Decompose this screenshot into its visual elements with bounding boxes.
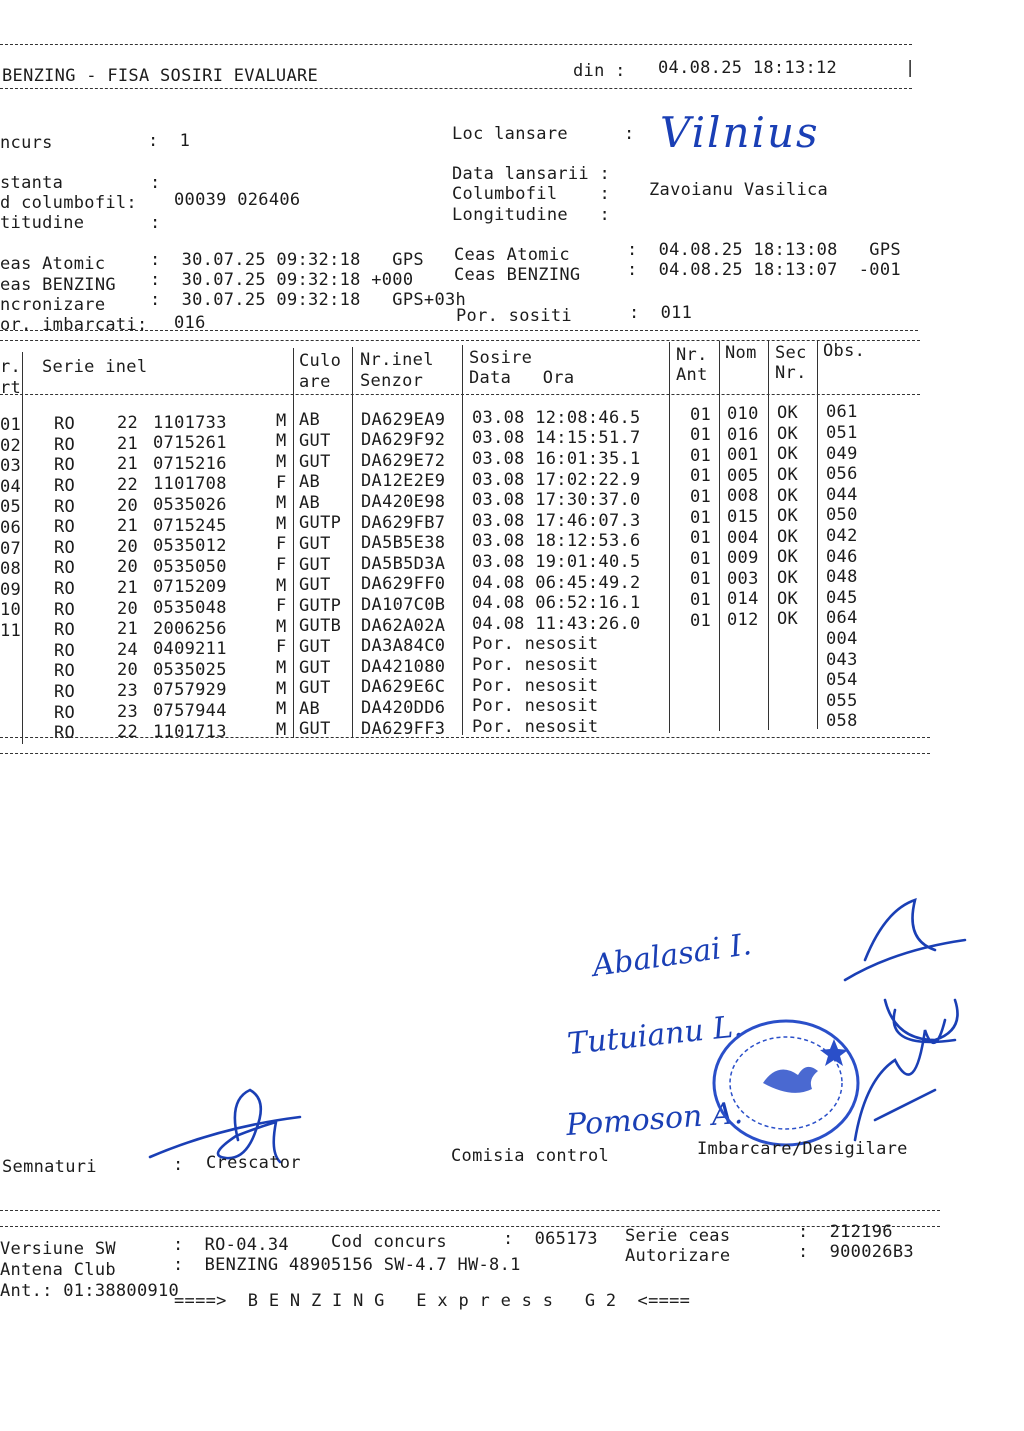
cell-arrival: Por. nesosit — [472, 696, 599, 717]
autorizare-label: Autorizare — [625, 1246, 731, 1266]
footer-top-rule — [0, 1210, 940, 1211]
signature-name-1: Abalasai I. — [590, 927, 754, 984]
imbarcati-value: 016 — [174, 313, 206, 333]
cell-sex: M — [276, 678, 287, 699]
columbofil-value: Zavoianu Vasilica — [649, 180, 829, 200]
cell-year: 20 — [117, 536, 139, 557]
cell-ant: 01 — [690, 569, 712, 590]
cell-ring-number: 0715216 — [153, 453, 227, 474]
header-sec-bottom: Nr. — [775, 363, 807, 383]
table-header-rule — [0, 394, 920, 395]
cell-sex: M — [276, 493, 287, 514]
cell-sec: OK — [777, 464, 799, 485]
cell-color: AB — [299, 492, 321, 513]
cell-year: 21 — [117, 516, 139, 537]
cod-concurs-value: : 065173 — [503, 1229, 598, 1249]
cell-country: RO — [54, 578, 76, 599]
cell-country: RO — [54, 414, 76, 435]
cell-arrival: 03.08 18:12:53.6 — [472, 531, 641, 552]
cell-color: AB — [299, 472, 321, 493]
cell-year: 22 — [117, 722, 139, 743]
header-sec-top: Sec — [775, 343, 807, 363]
cell-sensor: DA420DD6 — [361, 697, 446, 718]
cell-sex: M — [276, 719, 287, 740]
cell-arrival: 03.08 17:46:07.3 — [472, 510, 641, 531]
cell-ring-number: 0715209 — [153, 577, 227, 598]
cell-ant: 01 — [690, 445, 712, 466]
cell-sensor: DA420E98 — [361, 491, 446, 512]
cell-year: 20 — [117, 660, 139, 681]
cell-color: GUTB — [299, 616, 342, 637]
latitudine-colon: : — [150, 213, 161, 233]
cell-country: RO — [54, 558, 76, 579]
din-value: 04.08.25 18:13:12 — [658, 58, 838, 78]
cell-country: RO — [54, 640, 76, 661]
cell-ring-number: 0535012 — [153, 536, 227, 557]
cell-sex: M — [276, 452, 287, 472]
cell-ring-number: 0409211 — [153, 639, 227, 660]
cell-arrival: Por. nesosit — [472, 675, 599, 696]
cell-sec: OK — [777, 403, 799, 424]
cell-nr: 09 — [0, 579, 22, 600]
cell-nr: 02 — [0, 435, 22, 456]
cell-nom: 008 — [727, 486, 759, 507]
cell-obs: 055 — [826, 690, 858, 711]
cell-nr: 10 — [0, 600, 22, 621]
signature-scribble-right — [825, 890, 975, 1150]
cell-nr: 11 — [0, 621, 22, 641]
cell-obs: 064 — [826, 608, 858, 629]
signature-name-2: Tutuianu L. — [565, 1008, 745, 1063]
cell-sec: OK — [777, 506, 799, 527]
cell-year: 24 — [117, 639, 139, 660]
cell-arrival: Por. nesosit — [472, 634, 599, 655]
table-bottom-rule-2 — [0, 753, 930, 754]
col-sep-ant — [719, 341, 720, 731]
cell-year: 21 — [117, 454, 139, 475]
loc-lansare-colon: : — [624, 124, 635, 144]
columbofil-id-value: 00039 026406 — [174, 190, 301, 210]
cell-year: 20 — [117, 598, 139, 619]
cell-sec: OK — [777, 526, 799, 547]
cod-concurs-label: Cod concurs — [331, 1232, 447, 1252]
start-atomic-label: eas Atomic — [0, 254, 106, 274]
start-benzing-label: eas BENZING — [0, 275, 116, 295]
cell-ant: 01 — [690, 466, 712, 487]
cell-country: RO — [54, 455, 76, 476]
cell-ring-number: 0535026 — [153, 495, 227, 516]
cell-ring-number: 1101713 — [153, 721, 227, 742]
loc-lansare-label: Loc lansare — [452, 124, 568, 144]
sositi-label: Por. sositi — [456, 306, 572, 326]
imbarcati-label: or. imbarcati: — [0, 315, 148, 335]
cell-country: RO — [54, 702, 76, 723]
sositi-value: : 011 — [629, 303, 693, 323]
header-senzor-top: Nr.inel — [360, 350, 434, 370]
cell-nom: 009 — [727, 548, 759, 569]
col-sep-nr — [22, 352, 23, 744]
header-obs: Obs. — [823, 341, 866, 361]
end-benzing-label: Ceas BENZING — [454, 265, 581, 285]
cell-sensor: DA629F92 — [361, 430, 446, 451]
cell-country: RO — [54, 723, 76, 744]
signature-name-3: Pomoson A. — [564, 1095, 745, 1144]
sincronizare-label: ncronizare — [0, 295, 106, 315]
din-label: din : — [573, 61, 626, 81]
imbarcare-desigilare-label: Imbarcare/Desigilare — [697, 1139, 908, 1159]
cell-nom: 012 — [727, 609, 759, 630]
cell-country: RO — [54, 661, 76, 682]
cell-ring-number: 0535025 — [153, 659, 227, 680]
cell-year: 23 — [117, 681, 139, 702]
cell-color: GUTP — [299, 513, 342, 534]
cell-arrival: 03.08 12:08:46.5 — [472, 407, 641, 428]
cell-ring-number: 1101733 — [153, 412, 227, 433]
cell-obs: 046 — [826, 546, 858, 567]
cell-color: AB — [299, 410, 321, 431]
cell-obs: 004 — [826, 629, 858, 650]
cell-sec: OK — [777, 588, 799, 609]
cell-obs: 051 — [826, 423, 858, 444]
cell-ring-number: 1101708 — [153, 474, 227, 495]
cell-obs: 058 — [826, 711, 858, 732]
cell-country: RO — [54, 620, 76, 641]
cell-year: 21 — [117, 433, 139, 454]
col-sep-sec — [817, 340, 818, 729]
cell-year: 23 — [117, 701, 139, 722]
header-top-rule — [0, 44, 912, 45]
cell-ant: 01 — [690, 589, 712, 610]
col-sep-sosire — [669, 342, 670, 733]
comisia-control-label: Comisia control — [451, 1146, 610, 1166]
cell-sec: OK — [777, 423, 799, 444]
cell-ant: 01 — [690, 610, 712, 631]
cell-obs: 061 — [826, 402, 858, 423]
cell-sex: M — [276, 410, 287, 431]
latitudine-label: titudine — [0, 213, 85, 233]
cell-year: 22 — [117, 413, 139, 434]
cell-sex: F — [276, 534, 287, 555]
semnaturi-colon: : — [173, 1155, 184, 1175]
cell-sec: OK — [777, 609, 799, 630]
cell-sensor: DA629E6C — [361, 677, 446, 698]
cell-nr: 08 — [0, 559, 22, 580]
concurs-value: : 1 — [148, 131, 191, 151]
header-serie-inel: Serie inel — [42, 357, 148, 377]
header-nr-bottom: rt — [0, 378, 22, 398]
header-bottom-rule — [0, 88, 912, 89]
cell-color: GUT — [299, 678, 331, 699]
cell-obs: 044 — [826, 484, 858, 505]
header-ant-top: Nr. — [676, 345, 708, 365]
cell-arrival: 04.08 11:43:26.0 — [472, 613, 641, 634]
cell-ant: 01 — [690, 528, 712, 549]
cell-ant: 01 — [690, 507, 712, 528]
cell-country: RO — [54, 434, 76, 455]
cell-sex: M — [276, 616, 287, 637]
cell-arrival: 04.08 06:45:49.2 — [472, 572, 641, 593]
cell-obs: 043 — [826, 649, 858, 670]
cell-sensor: DA629FF0 — [361, 574, 446, 595]
cell-sensor: DA629FF3 — [361, 718, 446, 739]
cell-color: GUT — [299, 431, 331, 452]
start-benzing-value: : 30.07.25 09:32:18 +000 — [150, 270, 414, 290]
cell-year: 22 — [117, 475, 139, 496]
table-top-rule — [0, 340, 920, 341]
cell-nom: 005 — [727, 465, 759, 486]
document-title: BENZING - FISA SOSIRI EVALUARE — [2, 66, 319, 86]
versiune-value: : RO-04.34 — [173, 1235, 289, 1255]
cell-arrival: 04.08 06:52:16.1 — [472, 593, 641, 614]
cell-ring-number: 0535048 — [153, 598, 227, 619]
cell-arrival: 03.08 17:30:37.0 — [472, 490, 641, 511]
start-atomic-value: : 30.07.25 09:32:18 GPS — [150, 250, 424, 270]
cell-obs: 054 — [826, 670, 858, 691]
cell-ring-number: 0757929 — [153, 680, 227, 701]
cell-sex: M — [276, 431, 287, 452]
col-sep-sex — [293, 348, 294, 738]
end-atomic-value: : 04.08.25 18:13:08 GPS — [627, 240, 901, 260]
distanta-colon: : — [150, 173, 161, 193]
cell-sex: M — [276, 658, 287, 678]
express-line: ====> B E N Z I N G E x p r e s s G 2 <==== — [174, 1291, 691, 1311]
cell-obs: 056 — [826, 464, 858, 485]
cell-sec: OK — [777, 444, 799, 465]
cell-sensor: DA629EA9 — [361, 409, 446, 430]
cell-arrival: 03.08 19:01:40.5 — [472, 552, 641, 573]
cell-ant: 01 — [690, 486, 712, 507]
cell-sex: F — [276, 596, 287, 617]
cell-sex: M — [276, 575, 287, 596]
serie-ceas-value: : 212196 — [798, 1222, 893, 1242]
cell-sec: OK — [777, 567, 799, 588]
header-sosire-top: Sosire — [469, 348, 533, 368]
cell-color: GUT — [299, 657, 331, 678]
cell-arrival: Por. nesosit — [472, 716, 599, 737]
cell-nr: 05 — [0, 497, 22, 518]
cell-obs: 045 — [826, 587, 858, 608]
cell-ant: 01 — [690, 425, 712, 446]
cell-year: 21 — [117, 578, 139, 599]
cell-country: RO — [54, 475, 76, 496]
cell-sensor: DA629FB7 — [361, 512, 446, 533]
cell-color: GUT — [299, 637, 331, 658]
cell-color: GUT — [299, 719, 331, 740]
cell-country: RO — [54, 537, 76, 558]
cell-sec: OK — [777, 547, 799, 568]
antena-club-label: Antena Club — [0, 1260, 116, 1280]
cell-sec: OK — [777, 485, 799, 506]
cell-nr: 06 — [0, 518, 22, 538]
cell-nr: 07 — [0, 538, 22, 559]
cell-sex: F — [276, 472, 287, 493]
cell-country: RO — [54, 496, 76, 517]
cell-nr: 01 — [0, 415, 22, 435]
cell-nom: 001 — [727, 445, 759, 466]
cell-obs: 048 — [826, 567, 858, 588]
cell-year: 21 — [117, 619, 139, 640]
col-sep-cul — [352, 347, 353, 737]
cell-arrival: 03.08 17:02:22.9 — [472, 469, 641, 490]
header-sosire-bottom: Data Ora — [469, 368, 575, 388]
versiune-label: Versiune SW — [0, 1239, 116, 1259]
header-pipe: | — [905, 58, 916, 78]
cell-sensor: DA629E72 — [361, 450, 446, 471]
cell-sensor: DA3A84C0 — [361, 636, 446, 657]
cell-sex: M — [276, 513, 287, 534]
cell-nom: 010 — [727, 403, 759, 424]
cell-ant: 01 — [690, 404, 712, 425]
columbofil-label: Columbofil : — [452, 184, 611, 204]
autorizare-value: : 900026B3 — [798, 1242, 914, 1262]
cell-country: RO — [54, 681, 76, 702]
antena-club-value: : BENZING 48905156 SW-4.7 HW-8.1 — [173, 1255, 521, 1275]
cell-ring-number: 0757944 — [153, 701, 227, 722]
cell-sensor: DA62A02A — [361, 615, 446, 636]
cell-sensor: DA421080 — [361, 656, 446, 677]
cell-year: 20 — [117, 495, 139, 516]
end-atomic-label: Ceas Atomic — [454, 245, 570, 265]
cell-color: AB — [299, 698, 321, 719]
header-nom: Nom — [725, 343, 757, 363]
cell-ant: 01 — [690, 548, 712, 569]
cell-obs: 050 — [826, 505, 858, 526]
cell-color: GUT — [299, 575, 331, 596]
data-lansarii-label: Data lansarii : — [452, 164, 611, 184]
ant-line: Ant.: 01:38800910 — [0, 1281, 180, 1301]
longitudine-label: Longitudine : — [452, 205, 611, 225]
cell-year: 20 — [117, 557, 139, 578]
header-nr-top: r. — [0, 357, 22, 377]
cell-country: RO — [54, 517, 76, 538]
cell-nom: 004 — [727, 527, 759, 548]
cell-nom: 016 — [727, 424, 759, 445]
cell-nom: 003 — [727, 568, 759, 589]
cell-color: GUT — [299, 534, 331, 555]
cell-color: GUT — [299, 451, 331, 472]
cell-sensor: DA5B5D3A — [361, 553, 446, 574]
cell-sensor: DA107C0B — [361, 594, 446, 615]
concurs-label: ncurs — [0, 133, 53, 153]
cell-nom: 015 — [727, 506, 759, 527]
crescator-label: Crescator — [206, 1153, 301, 1173]
header-ant-bottom: Ant — [676, 365, 708, 385]
col-sep-senzor — [462, 345, 463, 735]
col-sep-nom — [768, 340, 769, 730]
cell-nr: 03 — [0, 456, 22, 477]
loc-lansare-handwritten: Vilnius — [660, 108, 820, 157]
cell-arrival: 03.08 14:15:51.7 — [472, 428, 641, 449]
cell-arrival: Por. nesosit — [472, 655, 599, 676]
columbofil-id-label: d columbofil: — [0, 193, 137, 213]
end-benzing-value: : 04.08.25 18:13:07 -001 — [627, 260, 901, 280]
cell-ring-number: 0715245 — [153, 515, 227, 536]
cell-ring-number: 2006256 — [153, 618, 227, 639]
table-bottom-rule — [0, 737, 930, 738]
cell-ring-number: 0535050 — [153, 556, 227, 577]
header-culoare-bottom: are — [299, 372, 331, 392]
cell-sex: M — [276, 699, 287, 720]
cell-sensor: DA5B5E38 — [361, 533, 446, 554]
distanta-label: stanta — [0, 173, 64, 193]
cell-country: RO — [54, 599, 76, 620]
cell-sex: F — [276, 637, 287, 658]
cell-ring-number: 0715261 — [153, 433, 227, 454]
serie-ceas-label: Serie ceas — [625, 1226, 731, 1246]
semnaturi-label: Semnaturi — [2, 1157, 97, 1177]
cell-sensor: DA12E2E9 — [361, 471, 446, 492]
cell-color: GUTP — [299, 595, 342, 616]
sincronizare-value: : 30.07.25 09:32:18 GPS+03h — [150, 290, 467, 310]
table-top-rule-2 — [0, 330, 918, 331]
cell-obs: 049 — [826, 443, 858, 464]
header-senzor-bottom: Senzor — [360, 371, 424, 391]
cell-nr: 04 — [0, 476, 22, 497]
header-culoare-top: Culo — [299, 351, 342, 371]
cell-color: GUT — [299, 554, 331, 575]
cell-obs: 042 — [826, 526, 858, 547]
cell-arrival: 03.08 16:01:35.1 — [472, 449, 641, 470]
cell-sex: F — [276, 555, 287, 575]
cell-nom: 014 — [727, 589, 759, 610]
